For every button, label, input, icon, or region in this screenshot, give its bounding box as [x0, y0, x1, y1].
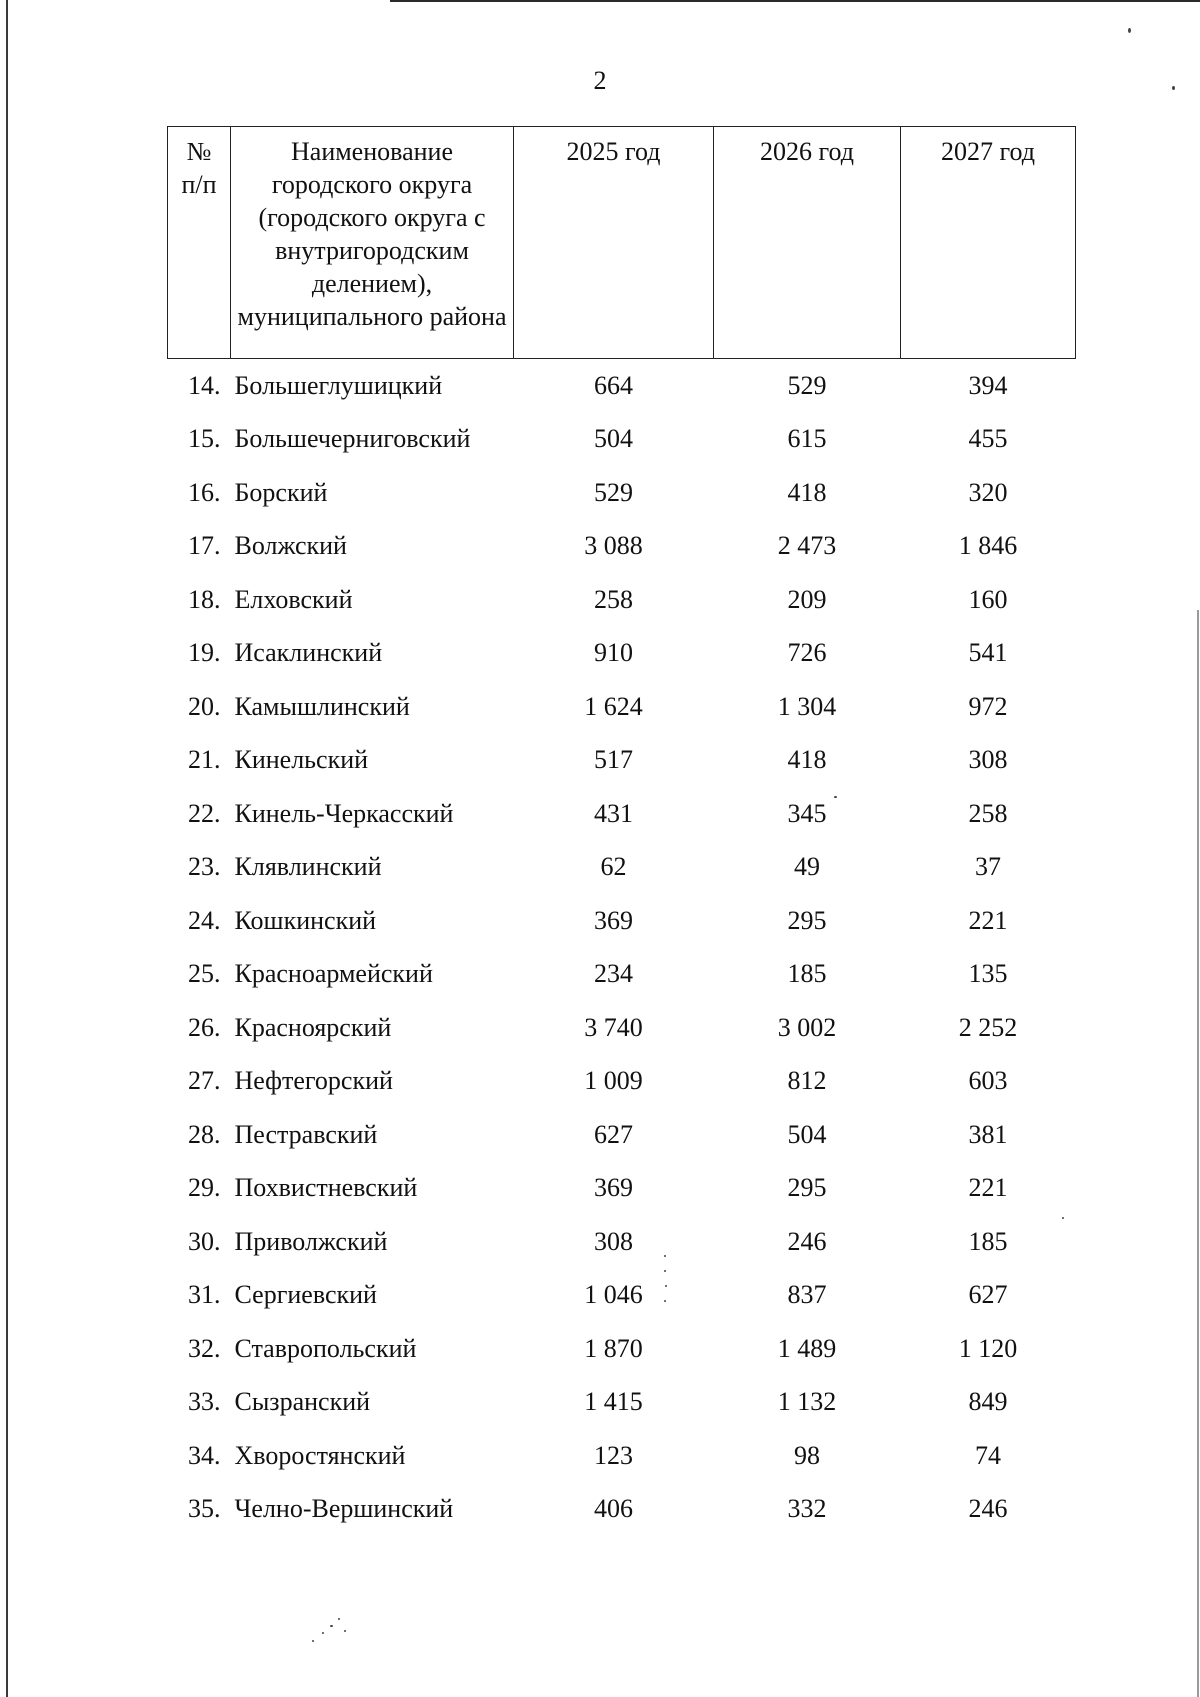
table-row: [168, 1376, 1076, 1430]
value-2027: 1 846: [958, 531, 1018, 561]
municipality-name: Нефтегорский: [234, 1066, 393, 1096]
header-municipality: Наименование городского округа (городского округа с внутригородским делением), муниципального района: [231, 127, 514, 359]
value-2026: 2 473: [777, 531, 837, 561]
municipality-name: Исаклинский: [234, 638, 383, 668]
value-2025: 406: [594, 1494, 633, 1524]
scan-speck: [338, 1618, 340, 1620]
table-header-row: [168, 127, 1076, 359]
value-2026: 418: [787, 477, 827, 507]
header-year-2027: 2027 год: [901, 127, 1076, 359]
value-2027: 221: [968, 1173, 1008, 1203]
value-2026: 418: [787, 745, 827, 775]
municipality-name: Приволжский: [234, 1226, 388, 1256]
value-2027: 258: [968, 798, 1008, 828]
value-2027: 246: [968, 1494, 1008, 1524]
value-2026: 615: [787, 424, 827, 454]
row-number: 34.: [188, 1440, 221, 1470]
scan-speck: [344, 1630, 346, 1632]
row-number: 23.: [188, 852, 221, 882]
table-row: [168, 573, 1076, 627]
value-2026: 812: [787, 1066, 827, 1096]
row-number: 19.: [188, 638, 221, 668]
table-row: [168, 1108, 1076, 1162]
municipality-name: Красноярский: [234, 1012, 392, 1042]
municipality-name: Кинель-Черкасский: [234, 798, 454, 828]
value-2027: 541: [968, 638, 1008, 668]
header-year-2025: 2025 год: [514, 127, 714, 359]
row-number: 27.: [188, 1066, 221, 1096]
value-2027: 603: [968, 1066, 1008, 1096]
table-row: [168, 1162, 1076, 1216]
value-2025: 529: [594, 477, 633, 507]
table-row: [168, 841, 1076, 895]
municipality-name: Камышлинский: [234, 691, 410, 721]
value-2025: 1 046: [584, 1280, 643, 1310]
row-number: 18.: [188, 584, 221, 614]
row-number: 22.: [188, 798, 221, 828]
row-number: 31.: [188, 1280, 221, 1310]
table-row: [168, 520, 1076, 574]
value-2027: 185: [968, 1226, 1008, 1256]
value-2025: 308: [594, 1226, 633, 1256]
value-2025: 431: [594, 798, 633, 828]
value-2025: 123: [594, 1440, 633, 1470]
value-2027: 160: [968, 584, 1008, 614]
value-2025: 369: [594, 905, 633, 935]
table-row: [168, 359, 1076, 413]
value-2026: 185: [787, 959, 827, 989]
table-row: [168, 1055, 1076, 1109]
municipality-name: Кинельский: [234, 745, 369, 775]
value-2025: 517: [594, 745, 633, 775]
value-2026: 295: [787, 905, 827, 935]
table-row: [168, 1483, 1076, 1537]
row-number: 29.: [188, 1173, 221, 1203]
scan-edge-right: [1197, 610, 1199, 1697]
row-number: 14.: [188, 370, 221, 400]
value-2027: 1 120: [958, 1333, 1018, 1363]
value-2025: 1 415: [584, 1387, 643, 1417]
value-2027: 308: [968, 745, 1008, 775]
row-number: 24.: [188, 905, 221, 935]
table-row: [168, 1001, 1076, 1055]
value-2026: 332: [787, 1494, 827, 1524]
value-2026: 1 304: [777, 691, 837, 721]
value-2027: 2 252: [958, 1012, 1018, 1042]
value-2027: 135: [968, 959, 1008, 989]
table-row: [168, 413, 1076, 467]
scan-edge-left: [6, 0, 8, 1697]
table-row: [168, 894, 1076, 948]
scan-speck: [322, 1632, 324, 1634]
table-row: [168, 787, 1076, 841]
value-2027: 320: [968, 477, 1008, 507]
value-2025: 62: [600, 852, 627, 882]
table-row: [168, 627, 1076, 681]
value-2026: 49: [794, 852, 820, 882]
page-number-text: 2: [593, 66, 607, 95]
table-row: [168, 1269, 1076, 1323]
value-2025: 3 740: [584, 1012, 643, 1042]
municipality-name: Челно-Вершинский: [234, 1494, 454, 1524]
value-2025: 1 009: [584, 1066, 643, 1096]
value-2027: 455: [968, 424, 1008, 454]
table-row: [168, 1429, 1076, 1483]
scan-speck: [330, 1625, 333, 1627]
table-body: [168, 359, 1076, 1537]
table-row: [168, 1215, 1076, 1269]
row-number: 21.: [188, 745, 221, 775]
value-2025: 504: [594, 424, 633, 454]
scan-speck: [1128, 28, 1131, 33]
table-row: [168, 1322, 1076, 1376]
value-2026: 837: [787, 1280, 827, 1310]
page-number: [0, 66, 1200, 96]
value-2026: 246: [787, 1226, 827, 1256]
value-2025: 3 088: [584, 531, 643, 561]
value-2025: 1 870: [584, 1333, 643, 1363]
value-2026: 1 132: [777, 1387, 837, 1417]
value-2025: 910: [594, 638, 633, 668]
allocation-table: [167, 126, 1076, 1536]
municipality-name: Сызранский: [234, 1387, 371, 1417]
value-2026: 726: [787, 638, 827, 668]
row-number: 32.: [188, 1333, 221, 1363]
municipality-name: Кошкинский: [234, 905, 377, 935]
value-2026: 529: [787, 370, 827, 400]
value-2027: 627: [968, 1280, 1008, 1310]
value-2027: 74: [975, 1440, 1001, 1470]
value-2027: 381: [968, 1119, 1008, 1149]
municipality-name: Пестравский: [234, 1119, 378, 1149]
value-2026: 1 489: [777, 1333, 837, 1363]
value-2026: 3 002: [777, 1012, 837, 1042]
municipality-name: Ставропольский: [234, 1333, 417, 1363]
table-row: [168, 466, 1076, 520]
municipality-name: Похвистневский: [234, 1173, 418, 1203]
value-2026: 295: [787, 1173, 827, 1203]
value-2025: 627: [594, 1119, 633, 1149]
table-row: [168, 734, 1076, 788]
value-2025: 1 624: [584, 691, 643, 721]
scan-speck: [312, 1640, 314, 1642]
table-row: [168, 948, 1076, 1002]
row-number: 28.: [188, 1119, 221, 1149]
row-number: 33.: [188, 1387, 221, 1417]
row-number: 26.: [188, 1012, 221, 1042]
scan-edge-top: [390, 0, 1200, 2]
value-2025: 234: [594, 959, 633, 989]
row-number: 25.: [188, 959, 221, 989]
municipality-name: Большечерниговский: [234, 424, 471, 454]
value-2026: 504: [787, 1119, 827, 1149]
municipality-name: Волжский: [234, 531, 347, 561]
municipality-name: Красноармейский: [234, 959, 433, 989]
row-number: 35.: [188, 1494, 221, 1524]
value-2027: 972: [968, 691, 1008, 721]
value-2026: 98: [794, 1440, 820, 1470]
value-2026: 345: [787, 798, 827, 828]
row-number: 30.: [188, 1226, 221, 1256]
value-2026: 209: [787, 584, 827, 614]
value-2025: 369: [594, 1173, 633, 1203]
table-row: [168, 680, 1076, 734]
municipality-name: Елховский: [234, 584, 353, 614]
municipality-name: Сергиевский: [234, 1280, 377, 1310]
value-2027: 394: [968, 370, 1008, 400]
row-number: 17.: [188, 531, 221, 561]
value-2027: 221: [968, 905, 1008, 935]
municipality-name: Клявлинский: [234, 852, 382, 882]
municipality-name: Большеглушицкий: [234, 370, 443, 400]
row-number: 16.: [188, 477, 221, 507]
row-number: 20.: [188, 691, 221, 721]
header-number: № п/п: [168, 127, 231, 359]
value-2025: 258: [594, 584, 633, 614]
municipality-name: Борский: [234, 477, 328, 507]
value-2027: 37: [975, 852, 1001, 882]
municipality-name: Хворостянский: [234, 1440, 406, 1470]
value-2027: 849: [968, 1387, 1008, 1417]
header-year-2026: 2026 год: [714, 127, 901, 359]
row-number: 15.: [188, 424, 221, 454]
value-2025: 664: [594, 370, 633, 400]
